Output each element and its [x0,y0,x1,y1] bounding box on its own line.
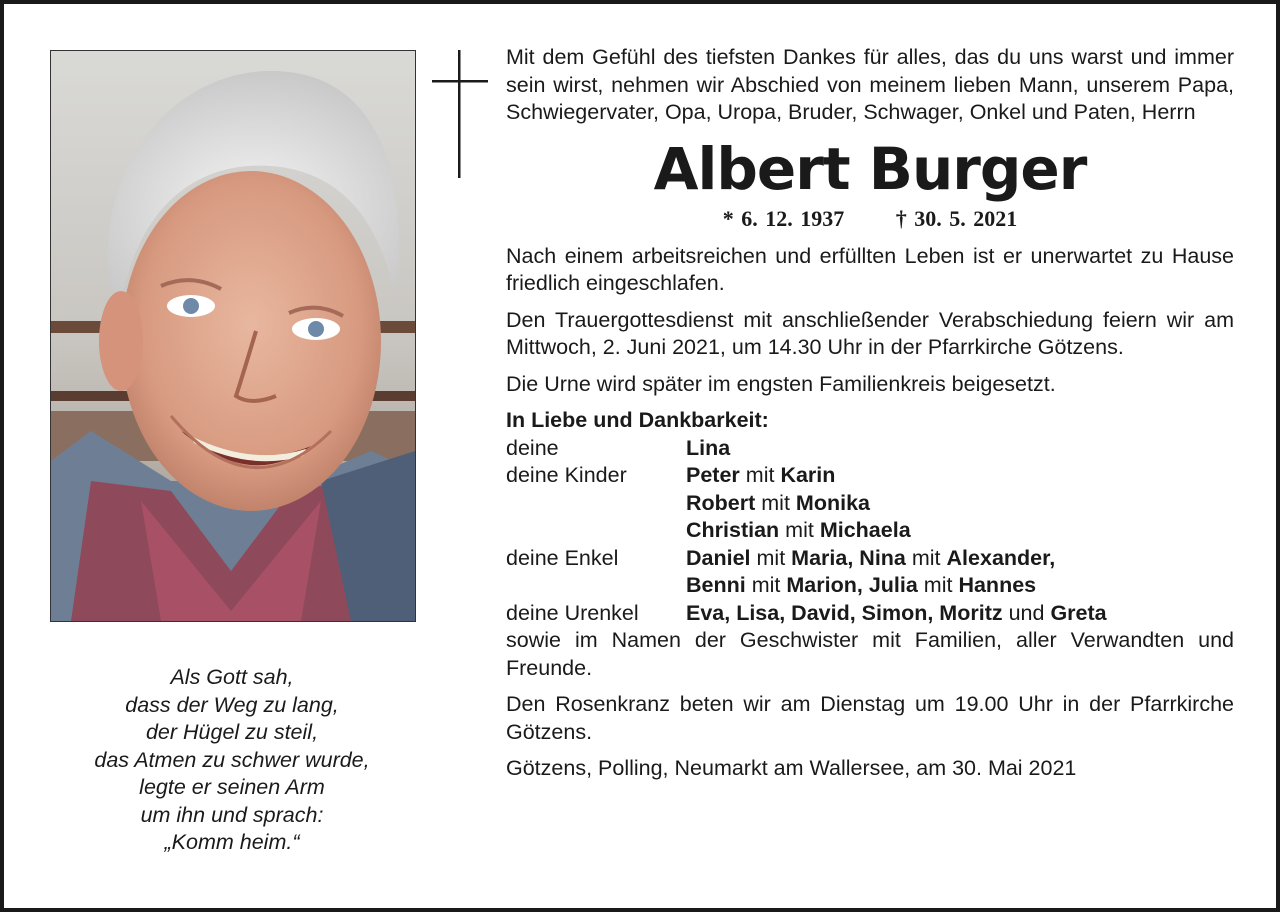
family-name: Alexander, [946,545,1056,570]
poem-line: um ihn und sprach: [140,802,324,827]
poem-line: „Komm heim.“ [164,830,300,854]
family-names [686,462,1234,490]
family-names [686,490,1234,518]
family-names [686,435,1234,463]
family-name: Eva, Lisa, David, Simon, Moritz [686,600,1003,625]
portrait-photo [50,50,416,622]
family-row [506,435,1234,463]
birth-date: * 6. 12. 1937 [722,205,845,231]
family-connector: mit [751,573,781,597]
poem-line: Als Gott sah, [170,665,294,689]
family-row [506,490,1234,518]
rosary-text: Den Rosenkranz beten wir am Dienstag um 19.00 Uhr in der Pfarrkirche Götzens. [506,692,1234,744]
family-name: Maria, [791,545,854,570]
family-row [506,517,1234,545]
family-names [686,600,1234,628]
poem-line: der Hügel zu steil, [145,720,319,744]
family-name: Lina [686,435,731,460]
family-name: Benni [686,573,746,597]
family-relation: deine Kinder [506,463,627,487]
family-name: Hannes [958,573,1037,597]
poem-line: das Atmen zu schwer wurde, [94,747,370,772]
family-names [686,545,1234,573]
family-name: Daniel [686,545,751,570]
family-row [506,600,1234,628]
family-names [686,517,1234,545]
family-connector: mit [761,490,790,515]
family-connector: mit [911,545,941,570]
family-name: Greta [1050,600,1107,625]
poem [44,664,420,857]
family-name: Christian [686,518,780,542]
intro-text: Mit dem Gefühl des tiefsten Dankes für alles, das du uns warst und immer sein wirst, nehmen wir Abschied von meinem lieben Mann, unserem Papa, Schwiegervater, Opa, Uropa, Bruder, Schwager, Onkel und Paten, Herrn [506,45,1234,124]
family-row [506,462,1234,490]
life-dates [506,205,1234,233]
family-name: Nina [859,545,906,570]
family-name: Monika [795,490,870,515]
family-connector: mit [785,518,814,542]
family-name: Michaela [819,518,911,542]
family-name: Peter [686,463,740,487]
family-names [686,572,1234,600]
relatives-text: sowie im Namen der Geschwister mit Familien, aller Verwandten und Freunde. [506,628,1234,680]
family-connector: mit [745,463,775,487]
family-name: Marion, [786,573,863,597]
family-connector: mit [756,545,786,570]
service-paragraph: Den Trauergottesdienst mit anschließender Verabschiedung feiern wir am Mittwoch, 2. Juni 2021, um 14.30 Uhr in der Pfarrkirche Götzens. [506,307,1234,359]
place-date: Götzens, Polling, Neumarkt am Wallersee, am 30. Mai 2021 [506,756,1077,780]
family-connector: und [1008,600,1045,625]
family-relation: deine [506,435,559,460]
family-relation: deine Enkel [506,545,619,570]
family-row [506,572,1234,600]
family-relation: deine Urenkel [506,600,639,625]
poem-line: dass der Weg zu lang, [125,692,339,717]
life-paragraph: Nach einem arbeitsreichen und erfüllten Leben ist er unerwartet zu Hause friedlich eingeschlafen. [506,243,1234,295]
urn-paragraph: Die Urne wird später im engsten Familienkreis beigesetzt. [506,371,1056,396]
family-name: Julia [868,573,918,597]
family-name: Robert [686,490,756,515]
obituary-text [506,44,1234,792]
family-connector: mit [923,573,953,597]
deceased-name: Albert Burger [653,134,1087,203]
latin-cross-icon [432,50,488,178]
death-date: † 30. 5. 2021 [895,205,1018,231]
dedication: In Liebe und Dankbarkeit: [506,408,769,432]
family-row [506,545,1234,573]
poem-line: legte er seinen Arm [139,775,325,799]
family-name: Karin [780,463,836,487]
